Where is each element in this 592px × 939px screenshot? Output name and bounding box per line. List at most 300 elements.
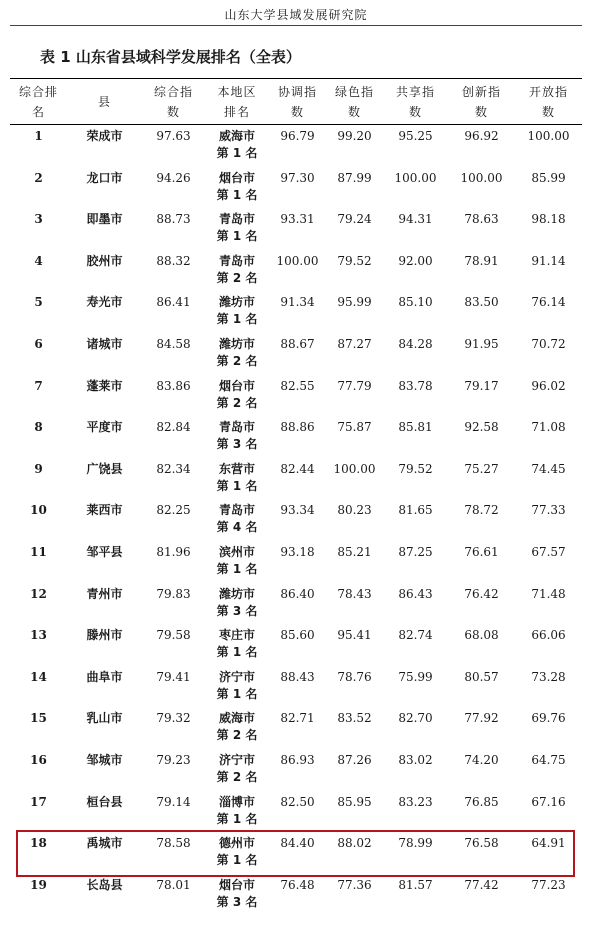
openness-cell bbox=[515, 457, 582, 499]
innovation-cell-value: 80.57 bbox=[464, 669, 499, 684]
table-row bbox=[10, 831, 582, 873]
rank-cell-value: 5 bbox=[34, 295, 43, 310]
green-cell-value: 100.00 bbox=[333, 461, 376, 476]
rank-cell bbox=[10, 831, 67, 873]
coordination-cell bbox=[269, 332, 326, 374]
table-row bbox=[10, 290, 582, 332]
composite-cell bbox=[142, 290, 205, 332]
innovation-cell bbox=[448, 540, 515, 582]
rank-cell-value: 19 bbox=[30, 877, 47, 892]
table-row bbox=[10, 540, 582, 582]
innovation-cell bbox=[448, 623, 515, 665]
rank-cell-value: 17 bbox=[30, 794, 47, 809]
regional-rank-value: 第 1 名 bbox=[216, 312, 258, 327]
openness-cell-value: 71.08 bbox=[531, 420, 566, 435]
openness-cell-value: 67.57 bbox=[531, 544, 566, 559]
innovation-cell-value: 83.50 bbox=[464, 295, 499, 310]
table-row bbox=[10, 790, 582, 832]
innovation-cell-value: 76.42 bbox=[464, 586, 499, 601]
table-row bbox=[10, 166, 582, 208]
rank-cell-value: 3 bbox=[34, 212, 43, 227]
composite-cell-value: 88.73 bbox=[156, 212, 191, 227]
composite-cell bbox=[142, 457, 205, 499]
sharing-cell bbox=[383, 249, 448, 291]
green-cell-value: 77.36 bbox=[337, 877, 372, 892]
green-cell-value: 77.79 bbox=[337, 378, 372, 393]
innovation-cell bbox=[448, 332, 515, 374]
openness-cell bbox=[515, 540, 582, 582]
table-row bbox=[10, 249, 582, 291]
region-cell-value: 潍坊市 bbox=[218, 336, 255, 351]
region-cell-value: 济宁市 bbox=[218, 752, 255, 767]
region-cell-value: 烟台市 bbox=[218, 378, 255, 393]
county-cell bbox=[67, 540, 142, 582]
green-cell-value: 95.99 bbox=[337, 295, 372, 310]
region-cell-value: 潍坊市 bbox=[218, 586, 255, 601]
innovation-cell-value: 76.58 bbox=[464, 836, 499, 851]
sharing-cell bbox=[383, 332, 448, 374]
county-cell-value: 长岛县 bbox=[86, 877, 123, 892]
rank-cell bbox=[10, 457, 67, 499]
green-cell bbox=[326, 166, 383, 208]
composite-cell bbox=[142, 498, 205, 540]
innovation-cell bbox=[448, 124, 515, 166]
openness-cell-value: 71.48 bbox=[531, 586, 566, 601]
innovation-cell-value: 75.27 bbox=[464, 461, 499, 476]
innovation-cell bbox=[448, 166, 515, 208]
sharing-cell-value: 92.00 bbox=[398, 253, 433, 268]
sharing-cell bbox=[383, 748, 448, 790]
rank-cell bbox=[10, 540, 67, 582]
innovation-cell bbox=[448, 748, 515, 790]
innovation-cell bbox=[448, 207, 515, 249]
openness-cell-value: 85.99 bbox=[531, 170, 566, 185]
composite-cell-value: 79.14 bbox=[156, 794, 191, 809]
county-cell-value: 诸城市 bbox=[86, 336, 123, 351]
innovation-cell-value: 78.72 bbox=[464, 503, 499, 518]
region-cell-value: 烟台市 bbox=[218, 877, 255, 892]
coordination-cell bbox=[269, 873, 326, 915]
composite-cell bbox=[142, 748, 205, 790]
regional-rank-value: 第 3 名 bbox=[216, 603, 258, 618]
rank-cell-value: 2 bbox=[34, 170, 43, 185]
coordination-cell bbox=[269, 665, 326, 707]
composite-cell bbox=[142, 124, 205, 166]
innovation-cell-value: 78.63 bbox=[464, 212, 499, 227]
county-cell-value: 滕州市 bbox=[86, 628, 123, 643]
composite-cell bbox=[142, 790, 205, 832]
region-cell bbox=[205, 540, 269, 582]
coordination-cell-value: 88.43 bbox=[280, 669, 315, 684]
region-cell-value: 青岛市 bbox=[218, 503, 255, 518]
sharing-cell bbox=[383, 873, 448, 915]
composite-cell bbox=[142, 374, 205, 416]
green-cell bbox=[326, 457, 383, 499]
green-cell bbox=[326, 124, 383, 166]
composite-cell-value: 81.96 bbox=[156, 544, 191, 559]
regional-rank-value: 第 1 名 bbox=[216, 811, 258, 826]
county-cell bbox=[67, 498, 142, 540]
regional-rank-value: 第 3 名 bbox=[216, 894, 258, 909]
coordination-cell-value: 88.67 bbox=[280, 336, 315, 351]
coordination-cell-value: 85.60 bbox=[280, 628, 315, 643]
region-cell-value: 滨州市 bbox=[218, 544, 255, 559]
header-green-index: 绿色指 数 bbox=[334, 85, 374, 119]
sharing-cell-value: 83.23 bbox=[398, 794, 433, 809]
rank-cell bbox=[10, 249, 67, 291]
coordination-cell-value: 82.50 bbox=[280, 794, 315, 809]
table-row bbox=[10, 498, 582, 540]
openness-cell-value: 64.91 bbox=[531, 836, 566, 851]
rank-cell-value: 9 bbox=[34, 461, 43, 476]
table-row bbox=[10, 582, 582, 624]
coordination-cell-value: 86.40 bbox=[280, 586, 315, 601]
openness-cell bbox=[515, 249, 582, 291]
region-cell bbox=[205, 166, 269, 208]
innovation-cell-value: 68.08 bbox=[464, 628, 499, 643]
openness-cell-value: 70.72 bbox=[531, 336, 566, 351]
green-cell bbox=[326, 207, 383, 249]
openness-cell-value: 74.45 bbox=[531, 461, 566, 476]
innovation-cell-value: 92.58 bbox=[464, 420, 499, 435]
header-overall-rank: 综合排 名 bbox=[18, 85, 58, 119]
region-cell bbox=[205, 498, 269, 540]
composite-cell bbox=[142, 831, 205, 873]
region-cell-value: 威海市 bbox=[218, 129, 255, 143]
coordination-cell bbox=[269, 623, 326, 665]
green-cell-value: 78.43 bbox=[337, 586, 372, 601]
openness-cell bbox=[515, 332, 582, 374]
openness-cell bbox=[515, 831, 582, 873]
green-cell-value: 87.27 bbox=[337, 336, 372, 351]
county-cell-value: 禹城市 bbox=[86, 836, 123, 851]
coordination-cell-value: 100.00 bbox=[276, 253, 319, 268]
composite-cell-value: 78.58 bbox=[156, 836, 191, 851]
composite-cell-value: 82.84 bbox=[156, 420, 191, 435]
sharing-cell-value: 84.28 bbox=[398, 336, 433, 351]
innovation-cell-value: 76.85 bbox=[464, 794, 499, 809]
header-openness-index: 开放指 数 bbox=[528, 85, 568, 119]
coordination-cell bbox=[269, 498, 326, 540]
region-cell bbox=[205, 457, 269, 499]
coordination-cell bbox=[269, 748, 326, 790]
rank-cell-value: 16 bbox=[30, 752, 47, 767]
openness-cell-value: 76.14 bbox=[531, 295, 566, 310]
coordination-cell bbox=[269, 540, 326, 582]
table-row bbox=[10, 124, 582, 166]
regional-rank-value: 第 1 名 bbox=[216, 146, 258, 160]
rank-cell-value: 4 bbox=[34, 253, 43, 268]
openness-cell bbox=[515, 706, 582, 748]
innovation-cell-value: 78.91 bbox=[464, 253, 499, 268]
sharing-cell bbox=[383, 415, 448, 457]
composite-cell-value: 78.01 bbox=[156, 877, 191, 892]
sharing-cell bbox=[383, 790, 448, 832]
header-sharing-index: 共享指 数 bbox=[395, 85, 435, 119]
sharing-cell bbox=[383, 540, 448, 582]
openness-cell bbox=[515, 415, 582, 457]
county-cell-value: 曲阜市 bbox=[86, 669, 123, 684]
regional-rank-value: 第 1 名 bbox=[216, 645, 258, 660]
openness-cell-value: 91.14 bbox=[531, 253, 566, 268]
table-row bbox=[10, 623, 582, 665]
green-cell bbox=[326, 290, 383, 332]
green-cell-value: 83.52 bbox=[337, 711, 372, 726]
region-cell bbox=[205, 124, 269, 166]
rank-cell bbox=[10, 582, 67, 624]
rank-cell-value: 8 bbox=[34, 420, 43, 435]
region-cell bbox=[205, 665, 269, 707]
innovation-cell bbox=[448, 790, 515, 832]
county-cell-value: 寿光市 bbox=[86, 295, 123, 310]
openness-cell-value: 77.23 bbox=[531, 877, 566, 892]
region-cell-value: 淄博市 bbox=[218, 794, 255, 809]
green-cell-value: 85.95 bbox=[337, 794, 372, 809]
innovation-cell bbox=[448, 665, 515, 707]
composite-cell-value: 82.25 bbox=[156, 503, 191, 518]
openness-cell bbox=[515, 498, 582, 540]
coordination-cell bbox=[269, 790, 326, 832]
openness-cell bbox=[515, 582, 582, 624]
sharing-cell-value: 94.31 bbox=[398, 212, 433, 227]
county-cell bbox=[67, 374, 142, 416]
composite-cell bbox=[142, 873, 205, 915]
county-cell-value: 邹城市 bbox=[86, 752, 123, 767]
green-cell bbox=[326, 498, 383, 540]
rank-cell bbox=[10, 873, 67, 915]
county-cell bbox=[67, 706, 142, 748]
innovation-cell bbox=[448, 498, 515, 540]
sharing-cell-value: 82.74 bbox=[398, 628, 433, 643]
sharing-cell-value: 87.25 bbox=[398, 544, 433, 559]
coordination-cell-value: 91.34 bbox=[280, 295, 315, 310]
green-cell-value: 87.26 bbox=[337, 752, 372, 767]
county-cell-value: 青州市 bbox=[86, 586, 123, 601]
composite-cell bbox=[142, 249, 205, 291]
green-cell-value: 80.23 bbox=[337, 503, 372, 518]
coordination-cell bbox=[269, 124, 326, 166]
header-composite-index: 综合指 数 bbox=[153, 85, 193, 119]
openness-cell bbox=[515, 290, 582, 332]
rank-cell bbox=[10, 623, 67, 665]
ranking-table bbox=[10, 80, 582, 914]
rank-cell-value: 14 bbox=[30, 669, 47, 684]
region-cell bbox=[205, 706, 269, 748]
coordination-cell-value: 84.40 bbox=[280, 836, 315, 851]
rank-cell-value: 13 bbox=[30, 628, 47, 643]
table-row bbox=[10, 665, 582, 707]
coordination-cell-value: 93.18 bbox=[280, 544, 315, 559]
county-cell bbox=[67, 582, 142, 624]
sharing-cell-value: 86.43 bbox=[398, 586, 433, 601]
openness-cell bbox=[515, 748, 582, 790]
county-cell bbox=[67, 873, 142, 915]
coordination-cell bbox=[269, 207, 326, 249]
regional-rank-value: 第 2 名 bbox=[216, 395, 258, 410]
coordination-cell bbox=[269, 166, 326, 208]
composite-cell-value: 83.86 bbox=[156, 378, 191, 393]
county-cell-value: 广饶县 bbox=[86, 461, 123, 476]
header-rule bbox=[10, 25, 582, 26]
innovation-cell-value: 91.95 bbox=[464, 336, 499, 351]
coordination-cell-value: 93.34 bbox=[280, 503, 315, 518]
innovation-cell-value: 77.92 bbox=[464, 711, 499, 726]
header-coordination-index: 协调指 数 bbox=[277, 85, 317, 119]
composite-cell-value: 94.26 bbox=[156, 170, 191, 185]
composite-cell-value: 97.63 bbox=[156, 129, 191, 143]
innovation-cell bbox=[448, 706, 515, 748]
green-cell bbox=[326, 665, 383, 707]
sharing-cell bbox=[383, 498, 448, 540]
region-cell bbox=[205, 790, 269, 832]
innovation-cell bbox=[448, 873, 515, 915]
table-row bbox=[10, 706, 582, 748]
innovation-cell bbox=[448, 249, 515, 291]
rank-cell bbox=[10, 415, 67, 457]
openness-cell bbox=[515, 665, 582, 707]
county-cell-value: 即墨市 bbox=[86, 212, 123, 227]
composite-cell bbox=[142, 332, 205, 374]
coordination-cell bbox=[269, 290, 326, 332]
region-cell-value: 潍坊市 bbox=[218, 295, 255, 310]
table-row bbox=[10, 374, 582, 416]
coordination-cell bbox=[269, 457, 326, 499]
county-cell bbox=[67, 207, 142, 249]
sharing-cell-value: 95.25 bbox=[398, 129, 433, 143]
composite-cell-value: 79.23 bbox=[156, 752, 191, 767]
openness-cell-value: 100.00 bbox=[527, 129, 570, 143]
innovation-cell-value: 79.17 bbox=[464, 378, 499, 393]
innovation-cell bbox=[448, 831, 515, 873]
openness-cell bbox=[515, 124, 582, 166]
region-cell-value: 青岛市 bbox=[218, 253, 255, 268]
innovation-cell bbox=[448, 290, 515, 332]
green-cell-value: 87.99 bbox=[337, 170, 372, 185]
sharing-cell-value: 82.70 bbox=[398, 711, 433, 726]
sharing-cell-value: 81.65 bbox=[398, 503, 433, 518]
county-cell bbox=[67, 831, 142, 873]
rank-cell bbox=[10, 706, 67, 748]
regional-rank-value: 第 1 名 bbox=[216, 478, 258, 493]
sharing-cell bbox=[383, 166, 448, 208]
openness-cell-value: 98.18 bbox=[531, 212, 566, 227]
rank-cell-value: 1 bbox=[34, 129, 43, 143]
openness-cell bbox=[515, 873, 582, 915]
openness-cell-value: 73.28 bbox=[531, 669, 566, 684]
composite-cell-value: 79.58 bbox=[156, 628, 191, 643]
openness-cell bbox=[515, 374, 582, 416]
composite-cell bbox=[142, 623, 205, 665]
county-cell-value: 胶州市 bbox=[86, 253, 123, 268]
sharing-cell-value: 83.78 bbox=[398, 378, 433, 393]
coordination-cell bbox=[269, 249, 326, 291]
county-cell bbox=[67, 623, 142, 665]
composite-cell-value: 79.41 bbox=[156, 669, 191, 684]
openness-cell-value: 64.75 bbox=[531, 752, 566, 767]
regional-rank-value: 第 2 名 bbox=[216, 769, 258, 784]
sharing-cell-value: 85.81 bbox=[398, 420, 433, 435]
region-cell bbox=[205, 249, 269, 291]
openness-cell-value: 96.02 bbox=[531, 378, 566, 393]
coordination-cell-value: 82.71 bbox=[280, 711, 315, 726]
table-top-rule bbox=[10, 78, 582, 79]
rank-cell bbox=[10, 207, 67, 249]
table-row bbox=[10, 415, 582, 457]
green-cell bbox=[326, 249, 383, 291]
region-cell-value: 青岛市 bbox=[218, 212, 255, 227]
coordination-cell bbox=[269, 582, 326, 624]
composite-cell bbox=[142, 665, 205, 707]
regional-rank-value: 第 4 名 bbox=[216, 520, 258, 535]
coordination-cell-value: 82.55 bbox=[280, 378, 315, 393]
coordination-cell bbox=[269, 706, 326, 748]
region-cell bbox=[205, 332, 269, 374]
coordination-cell-value: 86.93 bbox=[280, 752, 315, 767]
composite-cell-value: 79.32 bbox=[156, 711, 191, 726]
table-row bbox=[10, 332, 582, 374]
innovation-cell bbox=[448, 415, 515, 457]
innovation-cell bbox=[448, 582, 515, 624]
county-cell-value: 桓台县 bbox=[86, 794, 123, 809]
county-cell bbox=[67, 332, 142, 374]
green-cell bbox=[326, 790, 383, 832]
innovation-cell bbox=[448, 457, 515, 499]
composite-cell bbox=[142, 582, 205, 624]
rank-cell bbox=[10, 332, 67, 374]
county-cell-value: 荣成市 bbox=[86, 129, 123, 143]
rank-cell-value: 18 bbox=[30, 836, 47, 851]
coordination-cell-value: 76.48 bbox=[280, 877, 315, 892]
innovation-cell-value: 96.92 bbox=[464, 129, 499, 143]
table-row bbox=[10, 873, 582, 915]
innovation-cell-value: 77.42 bbox=[464, 877, 499, 892]
rank-cell-value: 12 bbox=[30, 586, 47, 601]
coordination-cell-value: 82.44 bbox=[280, 461, 315, 476]
region-cell-value: 烟台市 bbox=[218, 170, 255, 185]
sharing-cell bbox=[383, 290, 448, 332]
sharing-cell-value: 85.10 bbox=[398, 295, 433, 310]
green-cell bbox=[326, 540, 383, 582]
openness-cell-value: 67.16 bbox=[531, 794, 566, 809]
header-regional-rank: 本地区 排名 bbox=[217, 85, 257, 119]
sharing-cell bbox=[383, 831, 448, 873]
green-cell bbox=[326, 873, 383, 915]
green-cell bbox=[326, 706, 383, 748]
coordination-cell bbox=[269, 415, 326, 457]
rank-cell bbox=[10, 290, 67, 332]
sharing-cell bbox=[383, 665, 448, 707]
sharing-cell bbox=[383, 374, 448, 416]
green-cell bbox=[326, 623, 383, 665]
green-cell-value: 99.20 bbox=[337, 129, 372, 143]
sharing-cell-value: 75.99 bbox=[398, 669, 433, 684]
sharing-cell-value: 83.02 bbox=[398, 752, 433, 767]
green-cell-value: 75.87 bbox=[337, 420, 372, 435]
region-cell-value: 青岛市 bbox=[218, 420, 255, 435]
coordination-cell bbox=[269, 831, 326, 873]
openness-cell-value: 77.33 bbox=[531, 503, 566, 518]
rank-cell bbox=[10, 748, 67, 790]
openness-cell-value: 66.06 bbox=[531, 628, 566, 643]
rank-cell-value: 10 bbox=[30, 503, 47, 518]
rank-cell-value: 11 bbox=[30, 544, 47, 559]
region-cell bbox=[205, 831, 269, 873]
region-cell bbox=[205, 582, 269, 624]
innovation-cell-value: 76.61 bbox=[464, 544, 499, 559]
sharing-cell bbox=[383, 124, 448, 166]
openness-cell bbox=[515, 623, 582, 665]
composite-cell-value: 84.58 bbox=[156, 336, 191, 351]
